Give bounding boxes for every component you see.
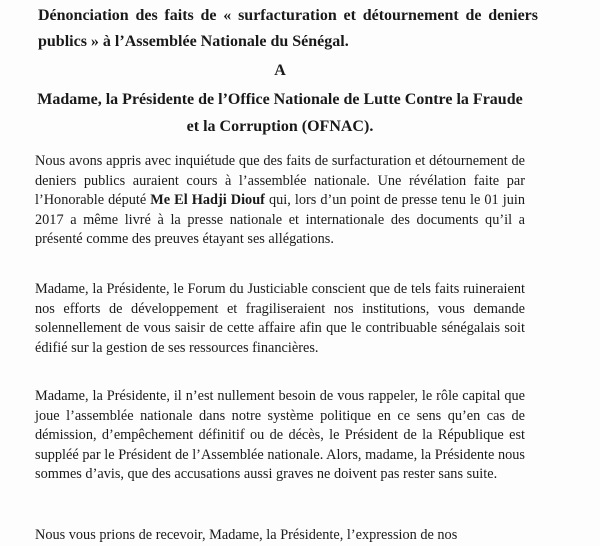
addressee-prefix: A xyxy=(274,62,286,79)
addressee: Madame, la Présidente de l’Office Nationale de Lutte Contre la Fraude et la Corruption (OFNAC). xyxy=(37,91,523,135)
paragraph-4: Nous vous prions de recevoir, Madame, la Présidente, l’expression de nos xyxy=(35,527,458,543)
paragraph-3: Madame, la Présidente, il n’est nullement besoin de vous rappeler, le rôle capital que joue l’assemblée nationale dans notre système politique en ce sens qu’en cas de démission, d’empêchement définitif ou de décès, le Président de la République est suppléé par le Président de l’Assemblée nationale. Alors, madame, la Présidente nous sommes d’avis, que des accusations aussi graves ne doivent pas rester sans suite. xyxy=(35,388,525,483)
document-title: Dénonciation des faits de « surfacturation et détournement de deniers publics » à l’Assemblée Nationale du Sénégal. xyxy=(38,7,538,50)
paragraph-1 xyxy=(35,152,525,250)
paragraph-1-after-name: qui, lors d’un point de presse tenu le 01 juin 2017 a même livré à la presse nationale et internationale des documents qu’il a présenté comme des preuves étayant ses allégations. xyxy=(35,192,526,248)
paragraph-1-before-name: Nous avons appris avec inquiétude que des faits de surfacturation et détournement de deniers publics auraient cours à l’assemblée nationale. Une révélation faite par l’Honorable député xyxy=(35,153,525,209)
paragraph-2: Madame, la Présidente, le Forum du Justiciable conscient que de tels faits ruineraient nos efforts de développement et fragiliseraient nos institutions, vous demande solennellement de vous saisir de cette affaire afin que le contribuable sénégalais soit édifié sur la gestion de ses ressources financières. xyxy=(35,281,525,356)
deputy-name: Me El Hadji Diouf xyxy=(150,192,265,209)
